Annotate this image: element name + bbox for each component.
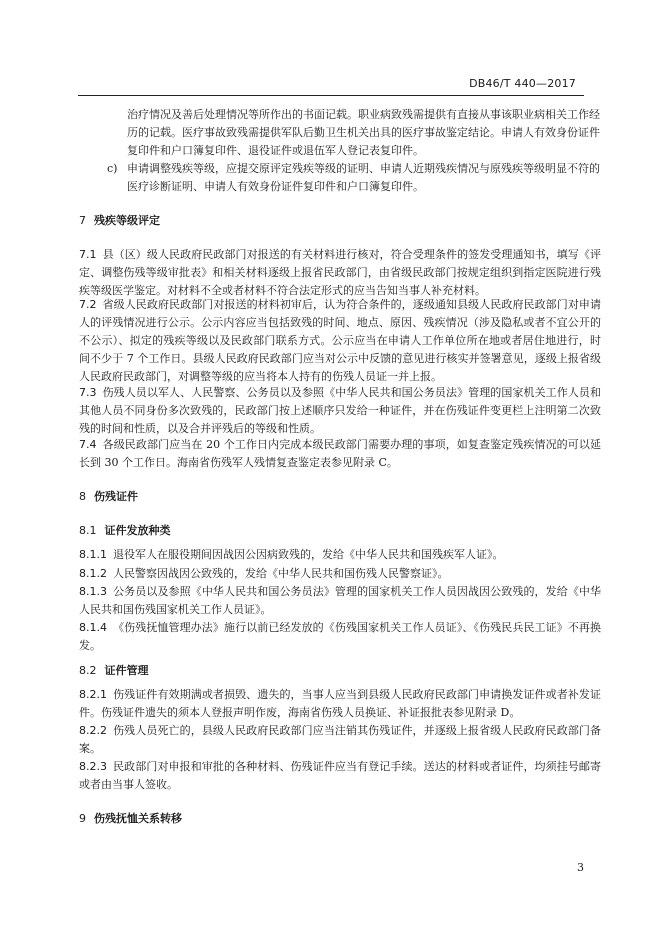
- clause-7-2: [79, 296, 601, 386]
- clause-8-2-1: [79, 686, 601, 722]
- clause-number: 8.1.4: [79, 621, 107, 634]
- continuation-paragraph: 治疗情况及善后处理情况等所作出的书面记载。职业病致残需提供有直接从事该职业病相关工作经历的记载。医疗事故致残需提供军队后勤卫生机关出具的医疗事故鉴定结论。申请人有效身份证件复印件和户口簿复印件、退役证件或退伍军人登记表复印件。: [127, 108, 600, 157]
- clause-number: 8.2.3: [79, 760, 107, 773]
- clause-number: 7.2: [79, 298, 97, 311]
- clause-number: 8.1.1: [79, 548, 107, 561]
- clause-number: 8.1.2: [79, 567, 107, 580]
- subsection-8-1-heading: [79, 522, 171, 538]
- list-item-text: 申请调整残疾等级，应提交原评定残疾等级的证明、申请人近期残疾情况与原残疾等级明显不符的医疗诊断证明、申请人有效身份证件复印件和户口簿复印件。: [127, 162, 600, 193]
- clause-number: 8.2.2: [79, 724, 107, 737]
- section-title: 伤残证件: [94, 490, 138, 503]
- clause-text: 退役军人在服役期间因战因公因病致残的，发给《中华人民共和国残疾军人证》。: [113, 548, 504, 561]
- clause-8-1-1: [79, 546, 601, 564]
- clause-text: 人民警察因战因公致残的，发给《中华人民共和国伤残人民警察证》。: [113, 567, 449, 580]
- clause-7-4: [79, 436, 601, 472]
- section-number: 7: [79, 214, 86, 227]
- clause-8-2-2: [79, 722, 601, 758]
- list-item-c: [107, 160, 601, 196]
- clause-number: 7.1: [79, 248, 97, 261]
- standard-code: DB46/T 440—2017: [469, 77, 576, 90]
- clause-text: 各级民政部门应当在 20 个工作日内完成本级民政部门需要办理的事项，如复查鉴定残疾情况的可以延长到 30 个工作日。海南省伤残军人残情复查鉴定表参见附录 C。: [79, 438, 601, 469]
- clause-7-1: [79, 246, 601, 300]
- clause-8-1-2: [79, 565, 601, 583]
- clause-number: 8.2.1: [79, 688, 107, 701]
- subsection-title: 证件管理: [104, 664, 149, 677]
- clause-text: 伤残人员死亡的，县级人民政府民政部门应当注销其伤残证件，并逐级上报省级人民政府民政部门备案。: [79, 724, 601, 755]
- subsection-title: 证件发放种类: [104, 524, 171, 537]
- clause-8-1-3: [79, 583, 601, 619]
- clause-text: 《伤残抚恤管理办法》施行以前已经发放的《伤残国家机关工作人员证》、《伤残民兵民工证》不再换发。: [79, 621, 601, 652]
- subsection-8-2-heading: [79, 662, 149, 678]
- clause-text: 伤残证件有效期满或者损毁、遗失的，当事人应当到县级人民政府民政部门申请换发证件或者补发证件。伤残证件遗失的须本人登报声明作废，海南省伤残人员换证、补证报批表参见附录 D。: [79, 688, 601, 719]
- list-item-label: c): [107, 162, 118, 175]
- clause-7-3: [79, 384, 601, 438]
- clause-text: 公务员以及参照《中华人民共和国公务员法》管理的国家机关工作人员因战因公致残的，发给《中华人民共和国伤残国家机关工作人员证》。: [79, 585, 601, 616]
- section-7-heading: [79, 212, 160, 228]
- header-divider: [78, 95, 584, 96]
- section-8-heading: [79, 488, 138, 504]
- subsection-number: 8.1: [79, 524, 97, 537]
- clause-text: 民政部门对申报和审批的各种材料、伤残证件应当有登记手续。送达的材料或者证件，均须挂号邮寄或者由当事人签收。: [79, 760, 601, 791]
- clause-text: 县（区）级人民政府民政部门对报送的有关材料进行核对，符合受理条件的签发受理通知书，填写《评定、调整伤残等级审批表》和相关材料逐级上报省民政部门，由省级民政部门按规定组织到指定医院进行残疾等级医学鉴定。对材料不全或者材料不符合法定形式的应当告知当事人补充材料。: [79, 248, 601, 297]
- section-9-heading: [79, 810, 182, 826]
- section-number: 9: [79, 812, 86, 825]
- clause-number: 8.1.3: [79, 585, 107, 598]
- section-number: 8: [79, 490, 86, 503]
- subsection-number: 8.2: [79, 664, 97, 677]
- page-number: 3: [577, 861, 584, 874]
- clause-text: 省级人民政府民政部门对报送的材料初审后，认为符合条件的，逐级通知县级人民政府民政部门对申请人的评残情况进行公示。公示内容应当包括致残的时间、地点、原因、残疾情况（涉及隐私或者不宜公开的不公示）、拟定的残疾等级以及民政部门联系方式。公示应当在申请人工作单位所在地或者居住地进行，时间不少于 7 个工作日。县级人民政府民政部门应当对公示中反馈的意见进行核实并签署意见，逐级上报省级人民政府民政部门，对调整等级的应当将本人持有的伤残人员证一并上报。: [79, 298, 601, 383]
- clause-8-2-3: [79, 758, 601, 794]
- clause-text: 伤残人员以军人、人民警察、公务员以及参照《中华人民共和国公务员法》管理的国家机关工作人员和其他人员不同身份多次致残的，民政部门按上述顺序只发给一种证件，并在伤残证件变更栏上注明第二次致残的时间和性质，以及合并评残后的等级和性质。: [79, 386, 601, 435]
- clause-8-1-4: [79, 619, 601, 655]
- section-title: 残疾等级评定: [94, 214, 160, 227]
- clause-number: 7.3: [79, 386, 97, 399]
- section-title: 伤残抚恤关系转移: [94, 812, 182, 825]
- clause-number: 7.4: [79, 438, 97, 451]
